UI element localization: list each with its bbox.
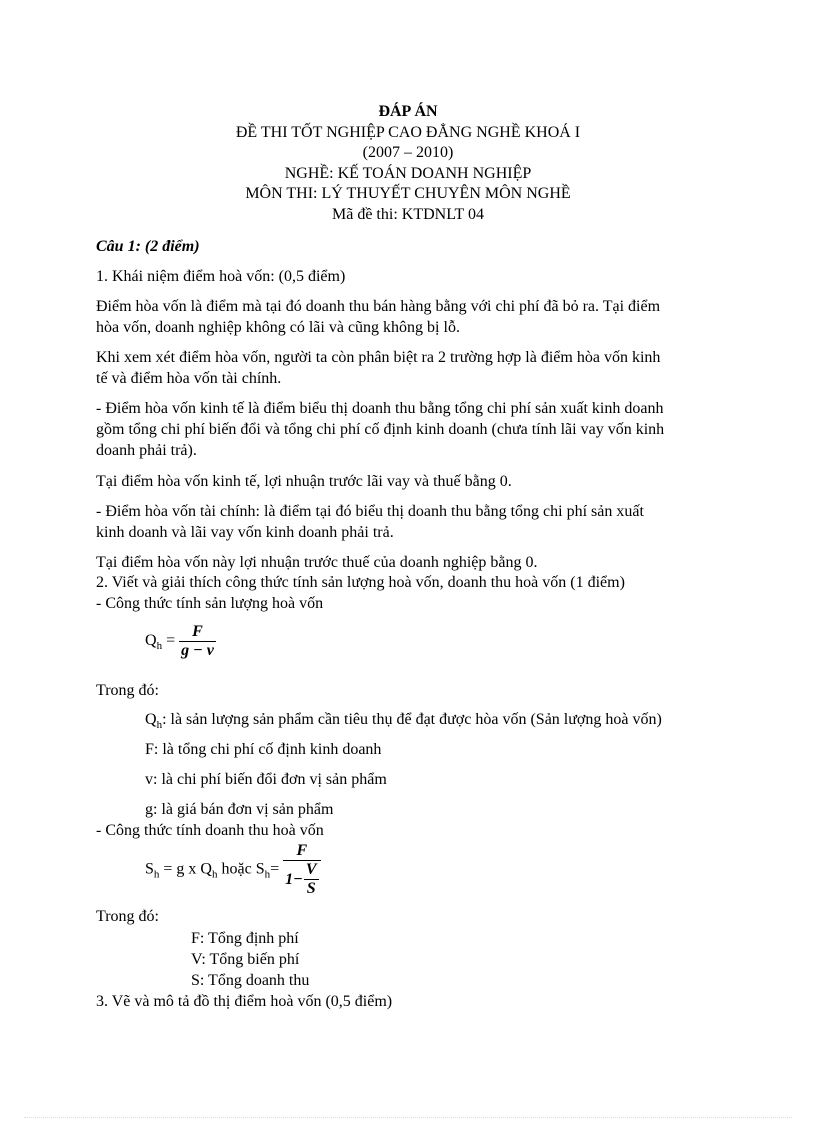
part-3-title: 3. Vẽ và mô tả đồ thị điểm hoà vốn (0,5 điểm) (96, 993, 393, 1010)
formula-2-fraction (283, 842, 320, 898)
page-bottom-divider (24, 1117, 792, 1118)
definition-v: v: là chi phí biến đổi đơn vị sản phẩm (145, 771, 387, 788)
formula-2-eq1: = g x Q (159, 860, 212, 878)
paragraph-2-line-2: tế và điểm hòa vốn tài chính. (96, 370, 282, 387)
definition-qh (145, 710, 662, 735)
paragraph-2-line-1: Khi xem xét điểm hòa vốn, người ta còn phân biệt ra 2 trường hợp là điểm hòa vốn kinh (96, 349, 661, 366)
part-1-title: 1. Khái niệm điểm hoà vốn: (0,5 điểm) (96, 268, 346, 285)
header-profession: NGHỀ: KẾ TOÁN DOANH NGHIỆP (284, 164, 532, 182)
formula-2-q-sub: h (211, 868, 218, 881)
formula-2-s2-sub: h (264, 868, 271, 881)
formula-2-denominator (283, 860, 320, 898)
definition-qh-symbol: Q (145, 711, 157, 728)
where-label-2: Trong đó: (96, 908, 159, 925)
definition-2-f: F: Tổng định phí (191, 930, 299, 947)
breakeven-quantity-formula (145, 623, 216, 660)
formula-2-or: hoặc S (217, 860, 265, 878)
paragraph-5-line-1: - Điểm hòa vốn tài chính: là điểm tại đó biểu thị doanh thu bằng tổng chi phí sản xuất (96, 503, 644, 520)
formula-2-s: S (145, 860, 154, 878)
definition-f: F: là tổng chi phí cố định kinh doanh (145, 741, 382, 758)
paragraph-3-line-1: - Điểm hòa vốn kinh tế là điểm biểu thị doanh thu bằng tổng chi phí sản xuất kinh doanh (96, 400, 664, 417)
formula-2-eq2: = (270, 860, 280, 878)
question-1-heading: Câu 1: (2 điểm) (96, 238, 200, 255)
formula-2-s-sub: h (153, 868, 160, 881)
header-exam: ĐỀ THI TỐT NGHIỆP CAO ĐẲNG NGHỀ KHOÁ I (235, 123, 581, 141)
formula-2-label: - Công thức tính doanh thu hoà vốn (96, 822, 324, 839)
formula-1-numerator: F (192, 623, 203, 640)
definition-2-s: S: Tổng doanh thu (191, 972, 310, 989)
paragraph-1-line-1: Điểm hòa vốn là điểm mà tại đó doanh thu bán hàng bằng với chi phí đã bỏ ra. Tại điểm (96, 298, 661, 315)
header-code: Mã đề thi: KTDNLT 04 (332, 205, 484, 223)
formula-2-den-prefix: 1− (285, 870, 303, 888)
header-title: ĐÁP ÁN (378, 103, 438, 120)
formula-1-fraction (179, 623, 216, 660)
paragraph-4: Tại điểm hòa vốn kinh tế, lợi nhuận trước lãi vay và thuế bằng 0. (96, 473, 512, 490)
formula-2-inner-fraction (304, 861, 319, 898)
header-subject: MÔN THI: LÝ THUYẾT CHUYÊN MÔN NGHỀ (245, 185, 571, 202)
formula-1-denominator: g − v (181, 642, 214, 659)
paragraph-6: Tại điểm hòa vốn này lợi nhuận trước thuế của doanh nghiệp bằng 0. (96, 554, 538, 571)
formula-1-lhs-sub: h (156, 640, 163, 653)
formula-1-label: - Công thức tính sản lượng hoà vốn (96, 595, 324, 612)
answer-key-header (0, 102, 816, 225)
formula-2-inner-denominator: S (304, 879, 319, 898)
paragraph-5-line-2: kinh doanh và lãi vay vốn kinh doanh phải trả. (96, 524, 394, 541)
header-years: (2007 – 2010) (362, 144, 454, 161)
part-2-title: 2. Viết và giải thích công thức tính sản lượng hoà vốn, doanh thu hoà vốn (1 điểm) (96, 574, 625, 591)
paragraph-1-line-2: hòa vốn, doanh nghiệp không có lãi và cũng không bị lỗ. (96, 319, 460, 336)
formula-1-lhs: Q (145, 632, 157, 650)
formula-1-eq: = (166, 632, 176, 650)
paragraph-3-line-3: doanh phải trả). (96, 442, 197, 459)
definition-g: g: là giá bán đơn vị sản phẩm (145, 801, 334, 818)
paragraph-3-line-2: gồm tổng chi phí biến đổi và tổng chi phí cố định kinh doanh (chưa tính lãi vay vốn kinh (96, 421, 665, 438)
where-label-1: Trong đó: (96, 682, 159, 699)
definition-qh-sub: h (156, 719, 163, 731)
definition-qh-text: : là sản lượng sản phẩm cần tiêu thụ để đạt được hòa vốn (Sản lượng hoà vốn) (162, 711, 662, 728)
breakeven-revenue-formula (145, 842, 321, 898)
formula-2-numerator: F (296, 842, 308, 859)
formula-2-inner-numerator: V (305, 861, 317, 878)
definition-2-v: V: Tổng biến phí (191, 951, 300, 968)
